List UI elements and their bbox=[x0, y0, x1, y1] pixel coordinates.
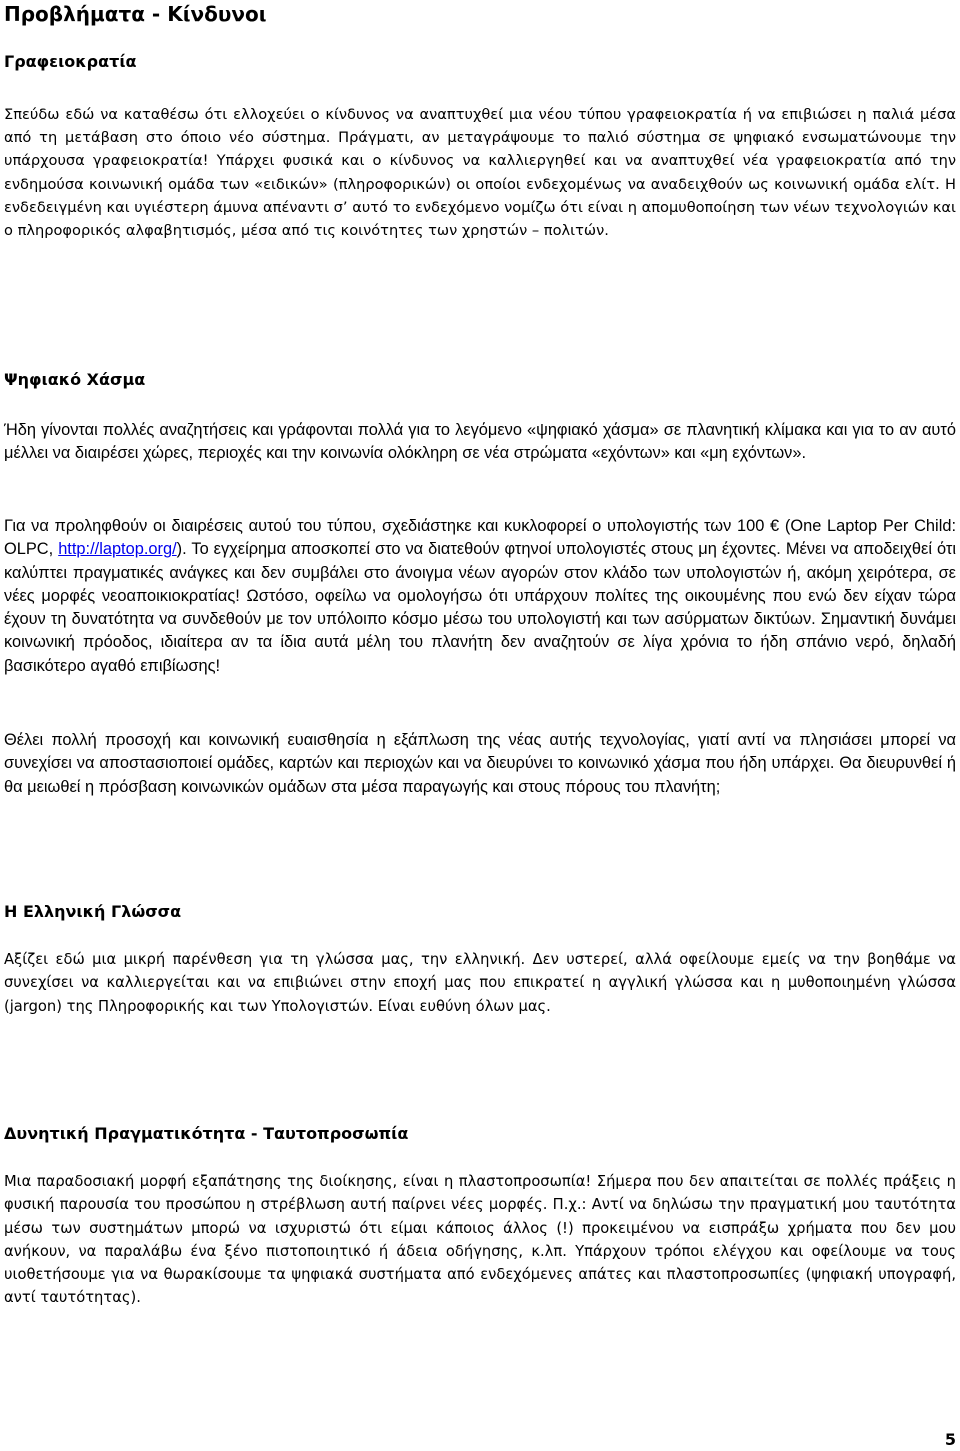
page-number: 5 bbox=[944, 1430, 956, 1449]
paragraph-digital-divide-2-text-a: Για να προληφθούν οι διαιρέσεις αυτού του τύπου, σχεδιάστηκε και κυκλοφορεί ο υπολογιστής των 100 € (One Laptop Per Child: OLPC, bbox=[4, 517, 956, 559]
heading-greek-language: Η Ελληνική Γλώσσα bbox=[4, 902, 182, 921]
paragraph-digital-divide-3: Θέλει πολλή προσοχή και κοινωνική ευαισθησία η εξάπλωση της νέας αυτής τεχνολογίας, γιατί αντί να πλησιάσει μπορεί να συνεχίσει να αποστασιοποιεί ομάδες, καρτών και περιοχών και να διευρύνει το κοινωνικό χάσμα που ήδη υπάρχει. Θα διευρυνθεί ή θα μειωθεί η πρόσβαση κοινωνικών ομάδων στα μέσα παραγωγής και στους πόρους του πλανήτη; bbox=[4, 731, 956, 796]
page-title: Προβλήματα - Κίνδυνοι bbox=[4, 2, 267, 26]
heading-digital-divide: Ψηφιακό Χάσμα bbox=[4, 370, 146, 389]
olpc-link[interactable]: http://laptop.org/ bbox=[58, 540, 177, 559]
paragraph-virtual-reality: Μια παραδοσιακή μορφή εξαπάτησης της διοίκησης, είναι η πλαστοπροσωπία! Σήμερα που δεν απαιτείται σε πολλές πράξεις η φυσική παρουσία του προσώπου η στρέβλωση αυτή παίρνει νέες μορφές. Π.χ.: Αντί να δηλώσω την πραγματική μου ταυτότητα μέσω των συστημάτων μπορώ να ισχυριστώ ότι είμαι κάποιος άλλος (!) προκειμένου να εισπράξω χρήματα που δεν μου ανήκουν, να παραλάβω ένα ξένο πιστοποιητικό ή άδεια οδήγησης, κ.λπ. Υπάρχουν τρόποι ελέγχου και οφείλουμε να τους υιοθετήσουμε για να θωρακίσουμε τα ψηφιακά συστήματα από ενδεχόμενες απάτες και πλαστοπροσωπίες (ψηφιακή υπογραφή, αντί ταυτότητας). bbox=[4, 1173, 956, 1307]
paragraph-bureaucracy: Σπεύδω εδώ να καταθέσω ότι ελλοχεύει ο κίνδυνος να αναπτυχθεί μια νέου τύπου γραφειοκρατία ή να επιβιώσει η παλιά μέσα από τη μετάβαση στο όποιο νέο σύστημα. Πράγματι, αν μεταγράψουμε το παλιό σύστημα σε ψηφιακό ενσωματώνουμε την υπάρχουσα γραφειοκρατία! Υπάρχει φυσικά και ο κίνδυνος να καλλιεργηθεί και να αναπτυχθεί νέα γραφειοκρατία από την ενδημούσα κοινωνική ομάδα των «ειδικών» (πληροφορικών) οι οποίοι ενδεχομένως να αναδειχθούν ως κοινωνική ομάδα ελίτ. Η ενδεδειγμένη και υγιέστερη άμυνα απέναντι σ’ αυτό το ενδεχόμενο νομίζω ότι είναι η απομυθοποίηση των νέων τεχνολογιών και ο πληροφορικός αλφαβητισμός, μέσα από τις κοινότητες των χρηστών – πολιτών. bbox=[4, 106, 956, 240]
paragraph-digital-divide-1: Ήδη γίνονται πολλές αναζητήσεις και γράφονται πολλά για το λεγόμενο «ψηφιακό χάσμα» σε πλανητική κλίμακα και για το αν αυτό μέλλει να διαιρέσει χώρες, περιοχές και την κοινωνία ολόκληρη σε νέα στρώματα «εχόντων» και «μη εχόντων». bbox=[4, 421, 956, 463]
heading-bureaucracy: Γραφειοκρατία bbox=[4, 52, 137, 71]
paragraph-digital-divide-2-text-b: ). Το εγχείρημα αποσκοπεί στο να διατεθούν φτηνοί υπολογιστές στους μη έχοντες. Μένει να αποδειχθεί ότι καλύπτει πραγματικές ανάγκες και δεν συμβάλει στο άνοιγμα νέων αγορών στον κλάδο των υπολογιστών ή, ακόμη χειρότερα, σε νέες μορφές νεοαποικιοκρατίας! Ωστόσο, οφείλω να ομολογήσω ότι υπάρχουν πολίτες της οικουμένης που ενώ δεν είχαν τώρα έχουν τη δυνατότητα να συνδεθούν με τον υπόλοιπο κόσμο μέσω του υπολογιστή και των ασύρματων δικτύων. Σημαντική δυνάμει κοινωνική πρόοδος, ιδιαίτερα αν τα ίδια αυτά μέλη του πλανήτη δεν αναζητούν σε λίγα χρόνια το ήδη σπάνιο νερό, δηλαδή βασικότερο αγαθό επιβίωσης! bbox=[4, 540, 956, 675]
paragraph-digital-divide-2 bbox=[4, 515, 956, 678]
heading-virtual-reality: Δυνητική Πραγματικότητα - Ταυτοπροσωπία bbox=[4, 1124, 409, 1143]
paragraph-greek-language: Αξίζει εδώ μια μικρή παρένθεση για τη γλώσσα μας, την ελληνική. Δεν υστερεί, αλλά οφείλουμε εμείς να την βοηθάμε να συνεχίσει να καλλιεργείται και να επιβιώνει στην εποχή μας που επικρατεί η αγγλική γλώσσα και η μυθοποιημένη γλώσσα (jargon) της Πληροφορικής και των Υπολογιστών. Είναι ευθύνη όλων μας. bbox=[4, 951, 956, 1015]
